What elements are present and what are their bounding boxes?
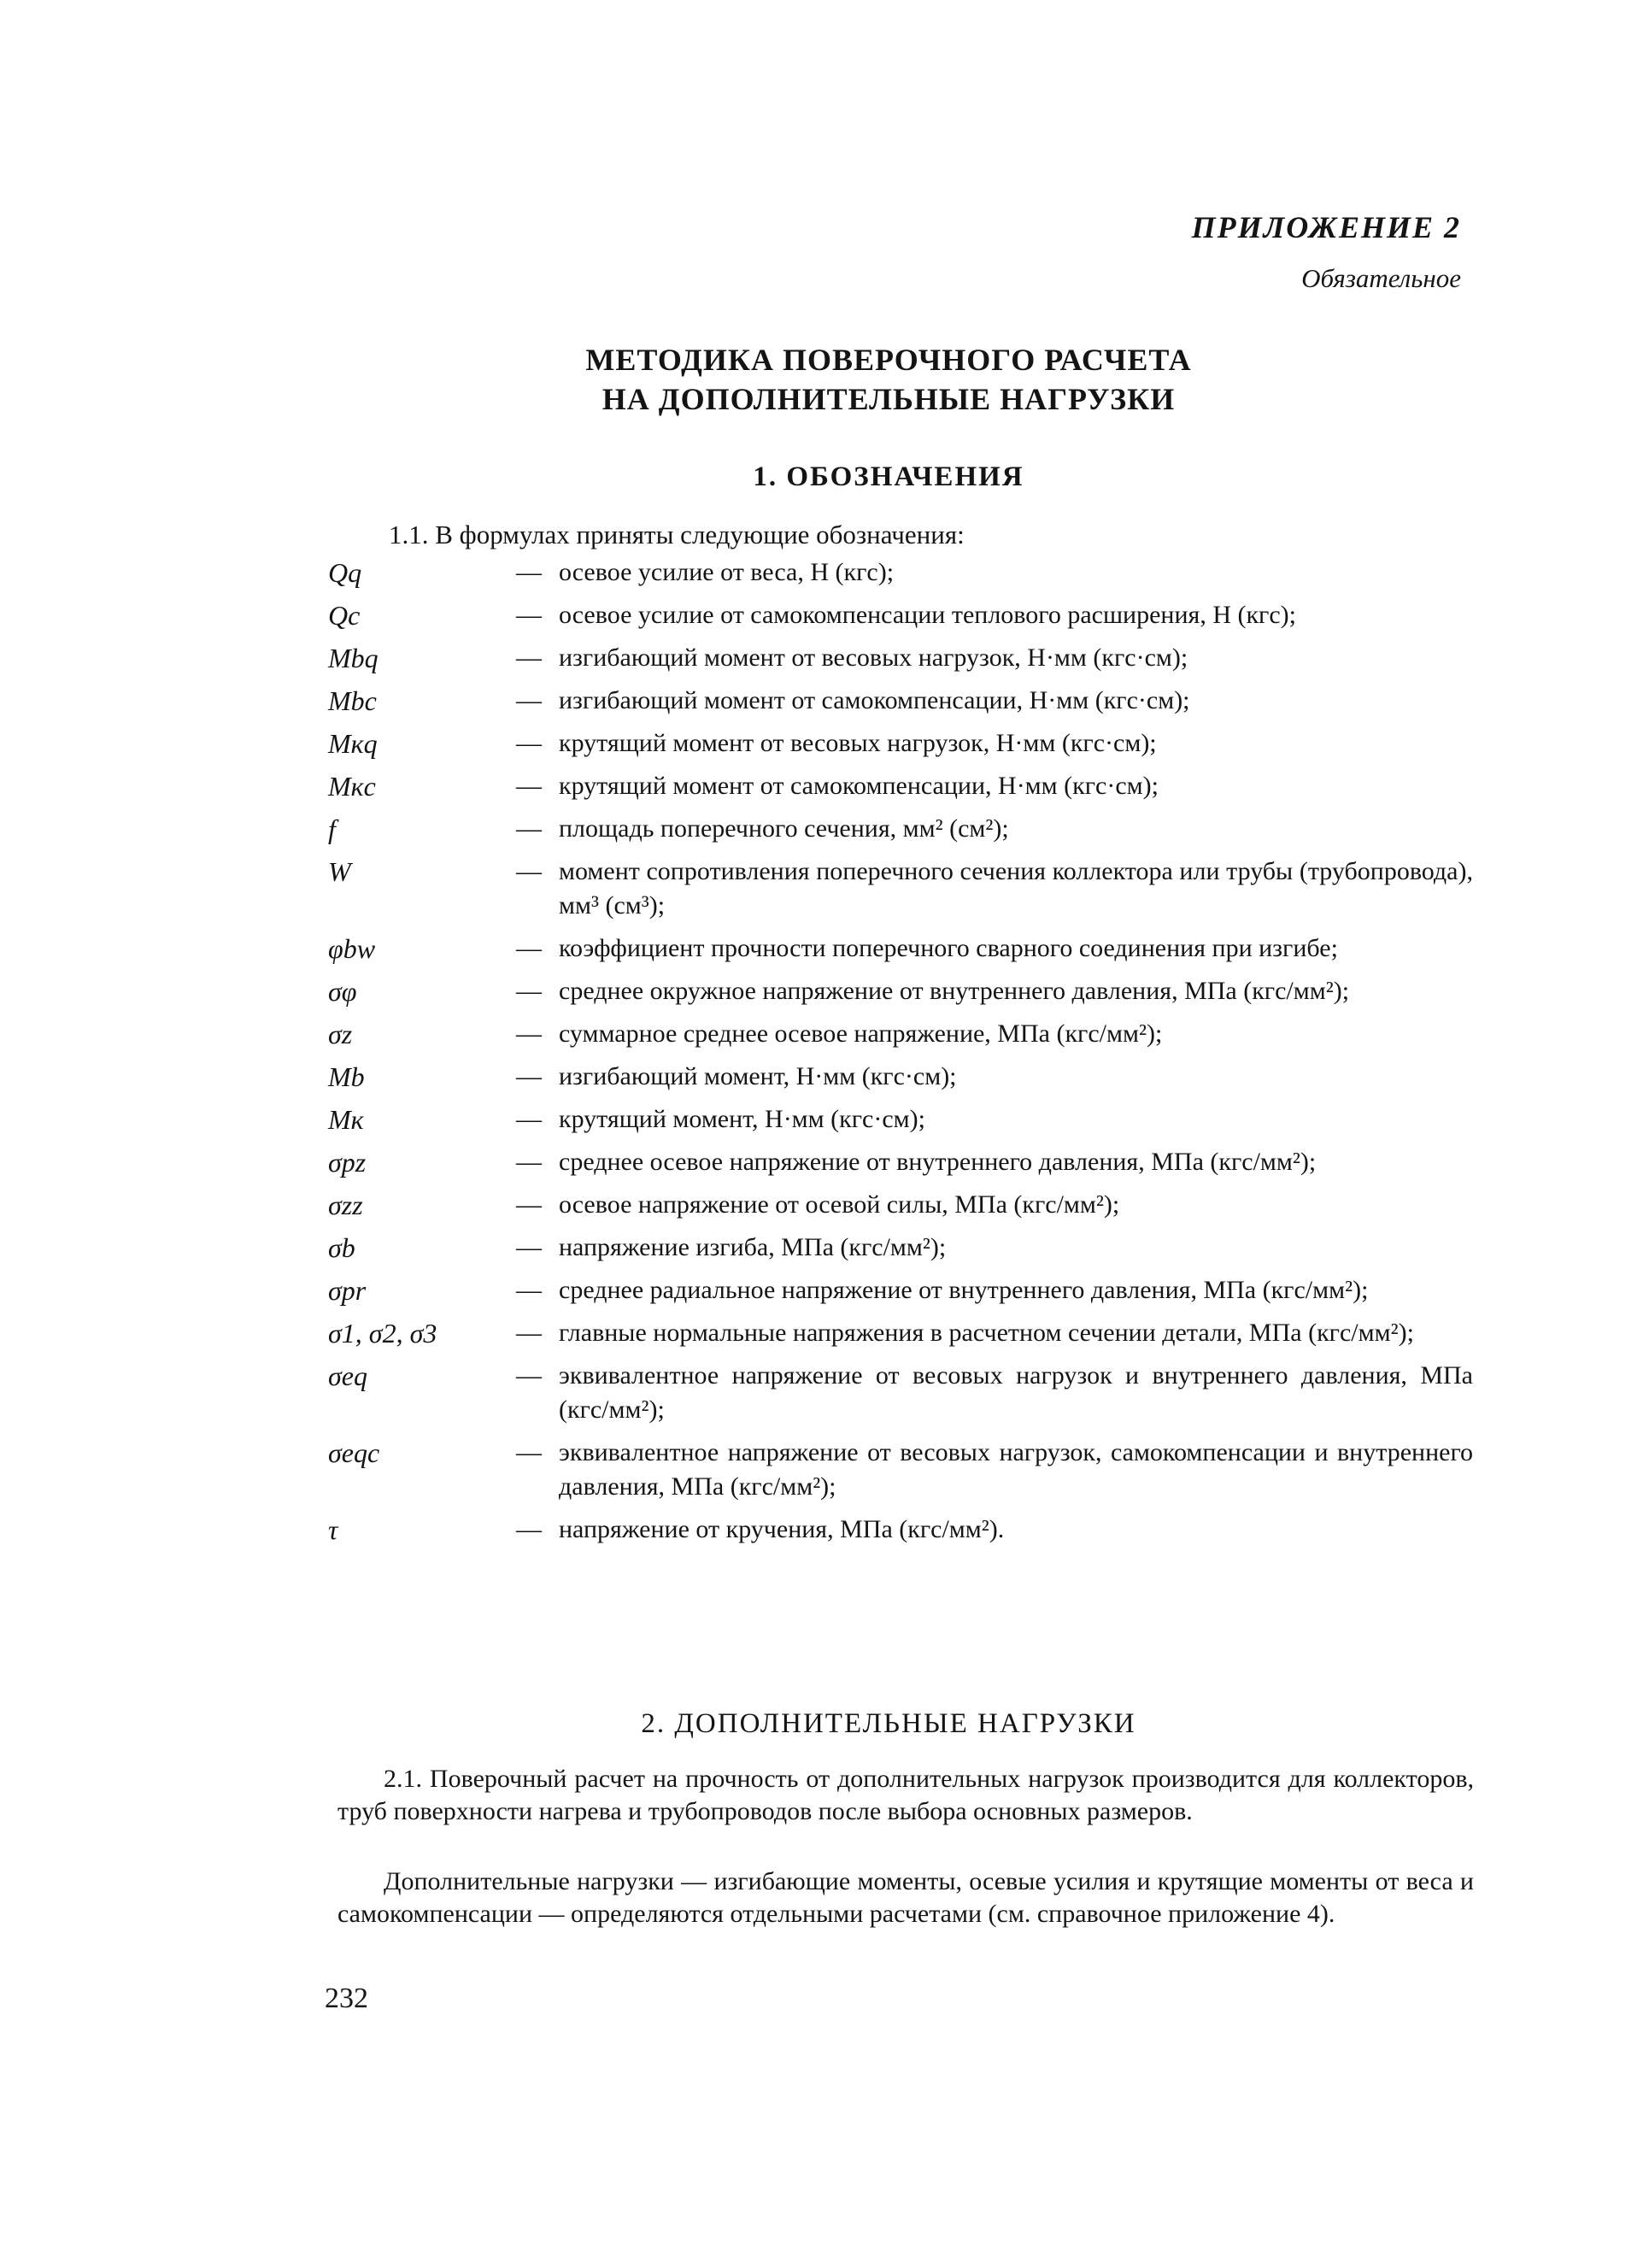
symbol-row — [328, 812, 1473, 846]
symbol-definition — [516, 1513, 1473, 1547]
em-dash: — — [516, 857, 542, 885]
symbol-row — [328, 769, 1473, 803]
symbol-notation: σeq — [328, 1360, 367, 1391]
symbol-notation: σzz — [328, 1190, 363, 1220]
symbol-row — [328, 1188, 1473, 1222]
symbol-row — [328, 1513, 1473, 1547]
symbol-description: главные нормальные напряжения в расчетном сечении детали, МПа (кгс/мм²); — [559, 1319, 1414, 1347]
symbol-row — [328, 1436, 1473, 1504]
symbol-notation: W — [328, 856, 351, 887]
symbol-row — [328, 974, 1473, 1008]
em-dash: — — [516, 814, 542, 843]
symbol-description: среднее окружное напряжение от внутреннего давления, МПа (кгс/мм²); — [559, 977, 1350, 1005]
em-dash: — — [516, 772, 542, 800]
symbol-definition — [516, 1273, 1473, 1307]
symbol-description: площадь поперечного сечения, мм² (см²); — [559, 814, 1009, 843]
symbol-notation: Mbq — [328, 643, 379, 673]
symbol-row — [328, 1316, 1473, 1350]
symbol-list — [328, 555, 1473, 1555]
symbol-notation: σb — [328, 1232, 355, 1263]
symbol-definition — [516, 1316, 1473, 1350]
symbol-notation: Mкq — [328, 728, 378, 759]
symbol-description: напряжение от кручения, МПа (кгс/мм²). — [559, 1515, 1005, 1543]
symbol-definition — [516, 855, 1473, 923]
symbol-definition — [516, 641, 1473, 675]
page-number: 232 — [325, 1983, 368, 2014]
section-2-heading: 2. ДОПОЛНИТЕЛЬНЫЕ НАГРУЗКИ — [641, 1708, 1136, 1739]
symbol-row — [328, 1017, 1473, 1051]
symbol-notation: Mк — [328, 1104, 364, 1135]
symbol-notation: Qq — [328, 557, 362, 588]
em-dash: — — [516, 558, 542, 586]
symbol-definition — [516, 1060, 1473, 1094]
symbol-definition — [516, 1145, 1473, 1179]
symbol-row — [328, 1145, 1473, 1179]
symbol-description: изгибающий момент от самокомпенсации, Н·мм (кгс·см); — [559, 686, 1190, 714]
symbol-description: коэффициент прочности поперечного сварного соединения при изгибе; — [559, 934, 1338, 962]
symbol-description: напряжение изгиба, МПа (кгс/мм²); — [559, 1233, 947, 1261]
symbol-description: суммарное среднее осевое напряжение, МПа (кгс/мм²); — [559, 1019, 1163, 1048]
symbol-description: эквивалентное напряжение от весовых нагрузок и внутреннего давления, МПа (кгс/мм²); — [559, 1361, 1473, 1424]
title-line-1: МЕТОДИКА ПОВЕРОЧНОГО РАСЧЕТА — [585, 343, 1192, 377]
symbol-notation: τ — [328, 1514, 338, 1545]
appendix-note: Обязательное — [1301, 263, 1461, 293]
em-dash: — — [516, 643, 542, 672]
symbol-definition — [516, 769, 1473, 803]
symbol-notation: Mbc — [328, 685, 377, 716]
symbol-notation: Mкc — [328, 771, 376, 802]
symbol-row — [328, 855, 1473, 923]
paragraph-2-1: 2.1. Поверочный расчет на прочность от дополнительных нагрузок производится для коллекторов, труб поверхности нагрева и трубопроводов после выбора основных размеров. — [337, 1765, 1474, 1825]
symbol-description: среднее радиальное напряжение от внутреннего давления, МПа (кгс/мм²); — [559, 1276, 1369, 1304]
symbol-row — [328, 931, 1473, 966]
symbol-description: осевое усилие от веса, Н (кгс); — [559, 558, 895, 586]
symbol-description: осевое усилие от самокомпенсации теплового расширения, Н (кгс); — [559, 601, 1296, 629]
symbol-row — [328, 598, 1473, 632]
symbol-row — [328, 1273, 1473, 1307]
symbol-row — [328, 726, 1473, 761]
symbol-row — [328, 1102, 1473, 1137]
symbol-notation: σz — [328, 1019, 353, 1049]
em-dash: — — [516, 1019, 542, 1048]
symbol-description: изгибающий момент от весовых нагрузок, Н·мм (кгс·см); — [559, 643, 1188, 672]
symbol-notation: σpr — [328, 1275, 367, 1306]
em-dash: — — [516, 934, 542, 962]
symbol-definition — [516, 1436, 1473, 1504]
symbol-row — [328, 1231, 1473, 1265]
symbol-definition — [516, 1231, 1473, 1265]
symbol-description: крутящий момент, Н·мм (кгс·см); — [559, 1105, 925, 1133]
symbol-notation: Qc — [328, 600, 361, 631]
em-dash: — — [516, 601, 542, 629]
em-dash: — — [516, 1062, 542, 1090]
symbol-row — [328, 1060, 1473, 1094]
symbol-description: эквивалентное напряжение от весовых нагрузок, самокомпенсации и внутреннего давления, МПа (кгс/мм²); — [559, 1438, 1473, 1501]
em-dash: — — [516, 1361, 542, 1390]
em-dash: — — [516, 729, 542, 757]
symbol-description: изгибающий момент, Н·мм (кгс·см); — [559, 1062, 957, 1090]
symbol-notation: σeqc — [328, 1437, 380, 1468]
symbol-description: крутящий момент от самокомпенсации, Н·мм (кгс·см); — [559, 772, 1159, 800]
symbol-definition — [516, 598, 1473, 632]
em-dash: — — [516, 1515, 542, 1543]
symbol-notation: f — [328, 814, 336, 844]
symbol-definition — [516, 1359, 1473, 1427]
symbol-row — [328, 555, 1473, 590]
em-dash: — — [516, 1319, 542, 1347]
symbol-notation: σpz — [328, 1147, 367, 1178]
symbol-row — [328, 684, 1473, 718]
em-dash: — — [516, 1438, 542, 1466]
symbol-definition — [516, 974, 1473, 1008]
title-line-2: НА ДОПОЛНИТЕЛЬНЫЕ НАГРУЗКИ — [602, 382, 1176, 416]
symbol-definition — [516, 555, 1473, 590]
section-1-heading: 1. ОБОЗНАЧЕНИЯ — [753, 461, 1024, 492]
em-dash: — — [516, 686, 542, 714]
symbol-description: момент сопротивления поперечного сечения коллектора или трубы (трубопровода), мм³ (см³); — [559, 857, 1473, 920]
symbol-definition — [516, 1017, 1473, 1051]
symbol-notation: σ1, σ2, σ3 — [328, 1318, 437, 1348]
symbol-description: среднее осевое напряжение от внутреннего давления, МПа (кгс/мм²); — [559, 1148, 1317, 1176]
em-dash: — — [516, 1105, 542, 1133]
symbol-notation: σφ — [328, 976, 357, 1007]
document-title — [478, 340, 1299, 419]
paragraph-additional-loads: Дополнительные нагрузки — изгибающие моменты, осевые усилия и крутящие моменты от веса и самокомпенсации — определяются отдельными расчетами (см. справочное приложение 4). — [337, 1867, 1474, 1928]
em-dash: — — [516, 1233, 542, 1261]
section-1-intro: 1.1. В формулах приняты следующие обозначения: — [389, 520, 965, 549]
em-dash: — — [516, 1276, 542, 1304]
symbol-row — [328, 1359, 1473, 1427]
symbol-definition — [516, 1102, 1473, 1137]
symbol-description: осевое напряжение от осевой силы, МПа (кгс/мм²); — [559, 1190, 1120, 1219]
symbol-notation: φbw — [328, 933, 376, 964]
symbol-definition — [516, 684, 1473, 718]
em-dash: — — [516, 1148, 542, 1176]
symbol-row — [328, 641, 1473, 675]
symbol-definition — [516, 931, 1473, 966]
symbol-definition — [516, 1188, 1473, 1222]
em-dash: — — [516, 1190, 542, 1219]
symbol-description: крутящий момент от весовых нагрузок, Н·мм (кгс·см); — [559, 729, 1157, 757]
symbol-notation: Mb — [328, 1061, 365, 1092]
symbol-definition — [516, 812, 1473, 846]
symbol-definition — [516, 726, 1473, 761]
appendix-label: ПРИЛОЖЕНИЕ 2 — [1191, 210, 1461, 244]
em-dash: — — [516, 977, 542, 1005]
